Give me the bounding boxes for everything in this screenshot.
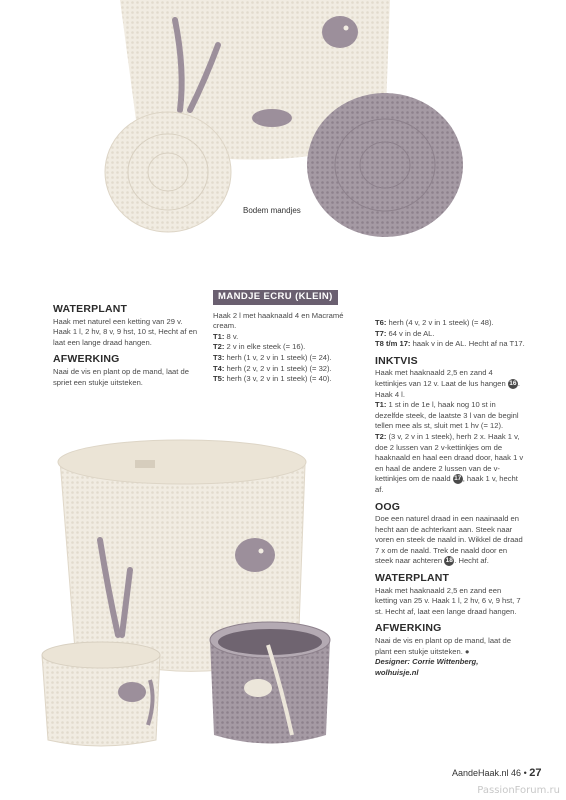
inktvis-t2: T2: (3 v, 2 v in 1 steek), herh 2 x. Haak 1 v, doe 2 lussen van 2 v-kettinkjes om de haaknaald en haal een draad door, haak 1 v en haal de andere 2 lussen van de v-kettinkjes om de naald 17, haak 1 v, hecht af. [375, 431, 524, 494]
page-footer [452, 767, 542, 779]
intro-text: Haak 2 l met haaknaald 4 en Macramé cream. [213, 310, 344, 331]
afwerking-heading-2: AFWERKING [375, 622, 442, 635]
waterplant-heading-2: WATERPLANT [375, 572, 450, 585]
fish-icon [235, 538, 275, 572]
row-t6: T6: herh (4 v, 2 v in 1 steek) (= 48). [375, 318, 494, 327]
oog-text: Doe een naturel draad in een naainaald en hecht aan de achterkant aan. Steek naar voren en steek de naald in. Wikkel de draad 7 x om de naald. Trek de naald door en steek naar achteren 18. Hecht af. [375, 514, 523, 566]
designer-website: wolhuisje.nl [375, 667, 419, 677]
waterplant-text-2: Haak met haaknaald 2,5 en zand een ketting van 25 v. Haak 1 l, 2 hv, 6 v, 9 hst, 7 st. Hecht af, laat een lange draad hangen. [375, 585, 521, 616]
magazine-name: AandeHaak.nl 46 [452, 768, 522, 778]
row-t7: T7: 64 v in de AL. [375, 328, 435, 338]
watermark: PassionForum.ru [477, 785, 560, 796]
row-t2: T2: 2 v in elke steek (= 16). [213, 342, 306, 352]
step-marker: 17 [454, 475, 462, 483]
row-t3: T3: herh (1 v, 2 v in 1 steek) (= 24). [213, 352, 332, 362]
page-number: 27 [529, 767, 542, 779]
waterplant-text: Haak met naturel een ketting van 29 v. Haak 1 l, 2 hv, 8 v, 9 hst, 10 st, Hecht af en laat een lange draad hangen. [53, 316, 198, 347]
fish-icon [322, 16, 358, 48]
left-column [53, 304, 201, 388]
footer-bullet: • [523, 768, 527, 778]
row-t8-17: T8 t/m 17: haak v in de AL. Hecht af na T17. [375, 339, 525, 349]
ecru-basket-bottom [105, 112, 231, 232]
section-banner: MANDJE ECRU (KLEIN) [213, 290, 338, 305]
afwerking-heading: AFWERKING [53, 353, 120, 366]
basket-set-illustration [30, 430, 360, 760]
inktvis-intro: Haak met haaknaald 2,5 en zand 4 kettinkjes van 12 v. Laat de lus hangen 16. Haak 4 l. [375, 368, 520, 399]
waterplant-heading: WATERPLANT [53, 303, 128, 315]
inktvis-heading: INKTVIS [375, 354, 418, 367]
right-column [375, 318, 525, 678]
row-t1: T1: 8 v. [213, 331, 239, 341]
step-marker: 16 [509, 379, 517, 387]
step-marker: 18 [445, 557, 453, 565]
row-t4: T4: herh (2 v, 2 v in 1 steek) (= 32). [213, 363, 332, 373]
bottom-baskets-illustration [0, 0, 566, 240]
inktvis-t1: T1: 1 st in de 1e l, haak nog 10 st in dezelfde steek, de laatste 3 l van de beginl tellen mee als st, sluit met 1 hv (= 12). [375, 400, 519, 431]
afwerking-text-2: Naai de vis en plant op de mand, laat de plant een stukje uitsteken. ● [375, 636, 511, 656]
middle-column [213, 290, 365, 385]
designer-credit: Designer: Corrie Wittenberg, [375, 657, 479, 667]
photo-caption: Bodem mandjes [243, 206, 301, 215]
afwerking-text: Naai de vis en plant op de mand, laat de spriet een stukje uitsteken. [53, 366, 189, 387]
oog-heading: OOG [375, 500, 401, 513]
row-t5: T5: herh (3 v, 2 v in 1 steek) (= 40). [213, 374, 332, 384]
photo-basket-set [30, 430, 360, 760]
lilac-basket-bottom [307, 93, 463, 237]
photo-top-baskets [0, 0, 566, 240]
small-ecru-basket [42, 655, 160, 746]
